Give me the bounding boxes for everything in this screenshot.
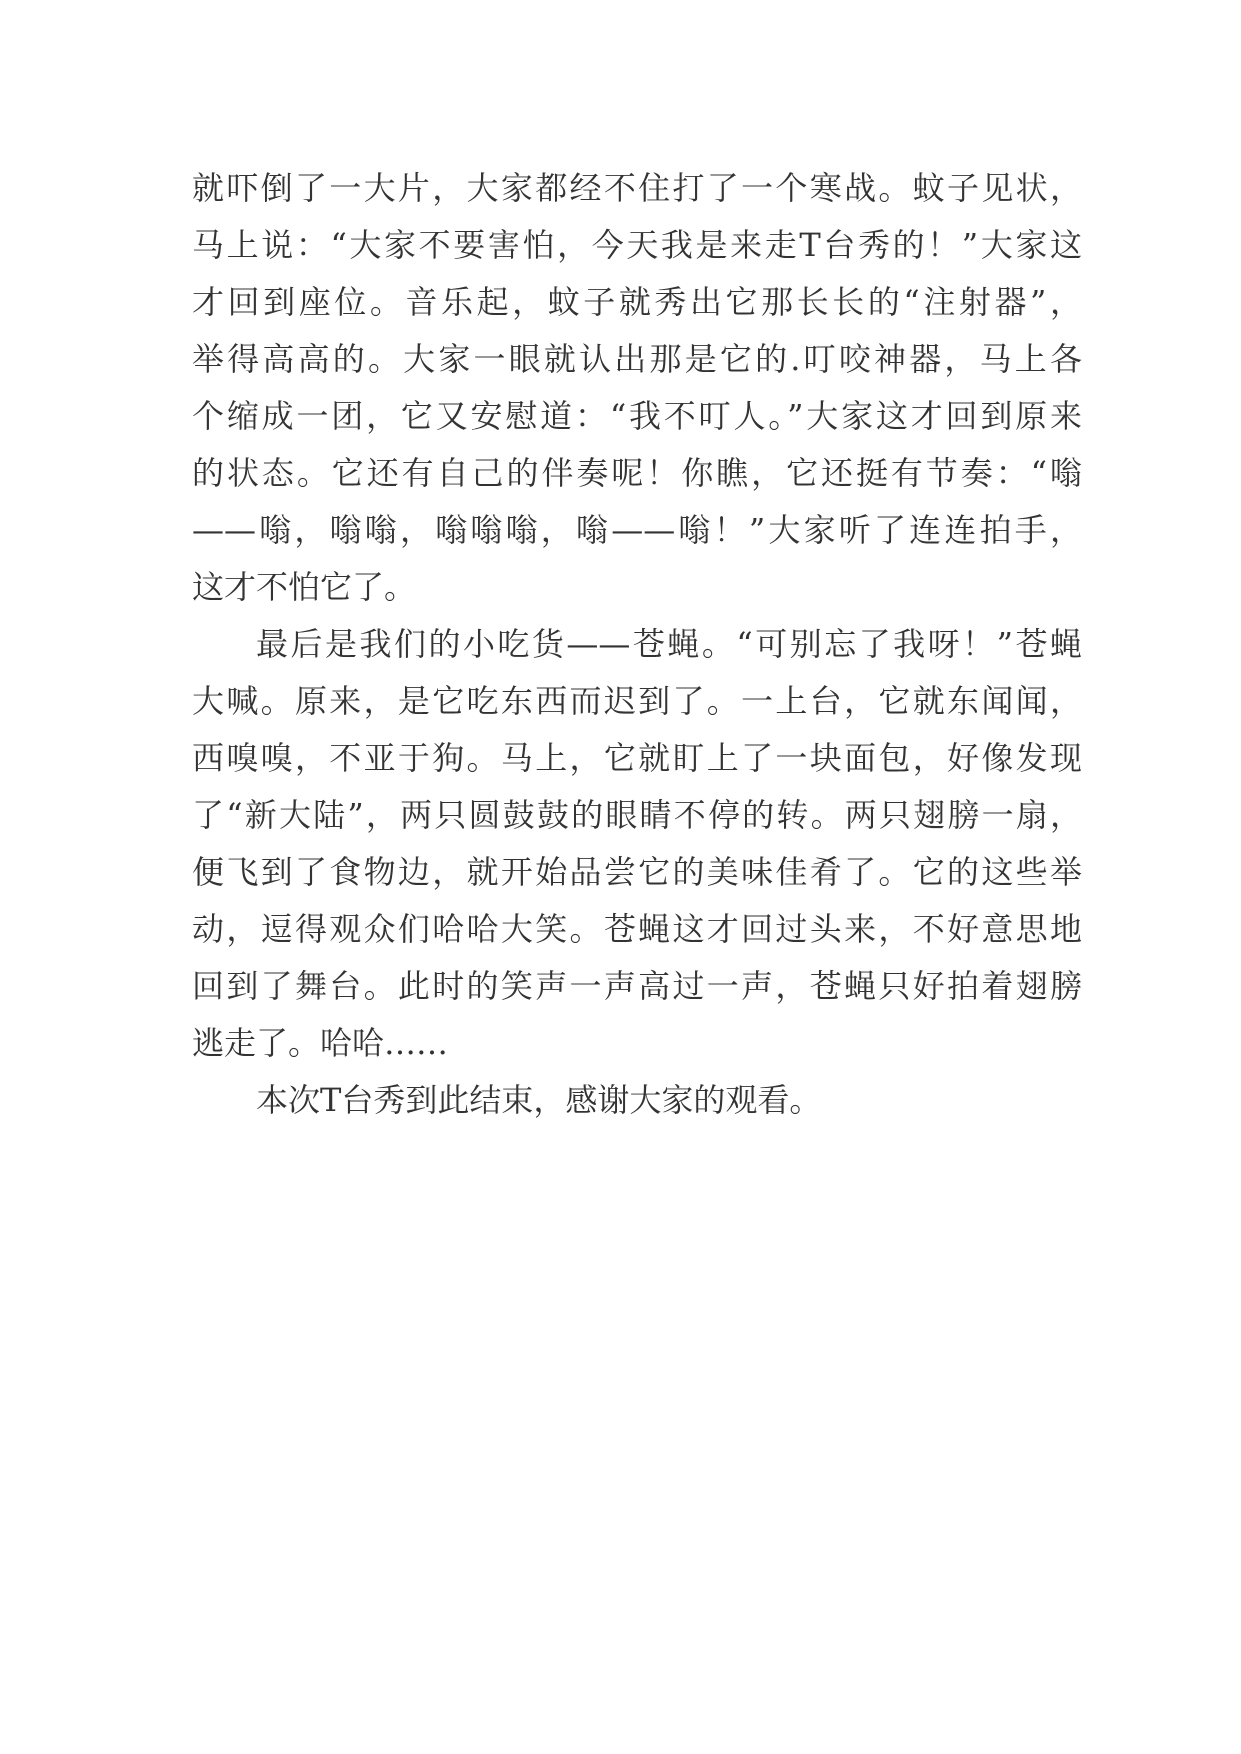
paragraph-first-line: 本次T台秀到此结束，感谢大家的观看。 [256, 1081, 822, 1119]
text-line: 大喊。原来，是它吃东西而迟到了。一上台，它就东闻闻， [192, 682, 1082, 720]
text-line: 马上说：“大家不要害怕，今天我是来走T台秀的！”大家这 [192, 226, 1082, 264]
text-line: 了“新大陆”，两只圆鼓鼓的眼睛不停的转。两只翅膀一扇， [192, 796, 1082, 834]
paragraph-first-line: 最后是我们的小吃货——苍蝇。“可别忘了我呀！”苍蝇 [256, 625, 1082, 663]
text-line: 这才不怕它了。 [192, 568, 417, 606]
text-line: 西嗅嗅，不亚于狗。马上，它就盯上了一块面包，好像发现 [192, 739, 1082, 777]
text-line: 逃走了。哈哈…… [192, 1024, 449, 1062]
body-text [192, 160, 1082, 1129]
text-line: 个缩成一团，它又安慰道：“我不叮人。”大家这才回到原来 [192, 397, 1082, 435]
text-line: ——嗡，嗡嗡，嗡嗡嗡，嗡——嗡！”大家听了连连拍手， [192, 511, 1082, 549]
text-line: 才回到座位。音乐起，蚊子就秀出它那长长的“注射器”， [192, 283, 1082, 321]
text-line: 举得高高的。大家一眼就认出那是它的.叮咬神器，马上各 [192, 340, 1082, 378]
text-line: 动，逗得观众们哈哈大笑。苍蝇这才回过头来，不好意思地 [192, 910, 1082, 948]
text-line: 便飞到了食物边，就开始品尝它的美味佳肴了。它的这些举 [192, 853, 1082, 891]
text-line: 就吓倒了一大片，大家都经不住打了一个寒战。蚊子见状， [192, 169, 1082, 207]
text-line: 的状态。它还有自己的伴奏呢！你瞧，它还挺有节奏：“嗡 [192, 454, 1082, 492]
text-line: 回到了舞台。此时的笑声一声高过一声，苍蝇只好拍着翅膀 [192, 967, 1082, 1005]
